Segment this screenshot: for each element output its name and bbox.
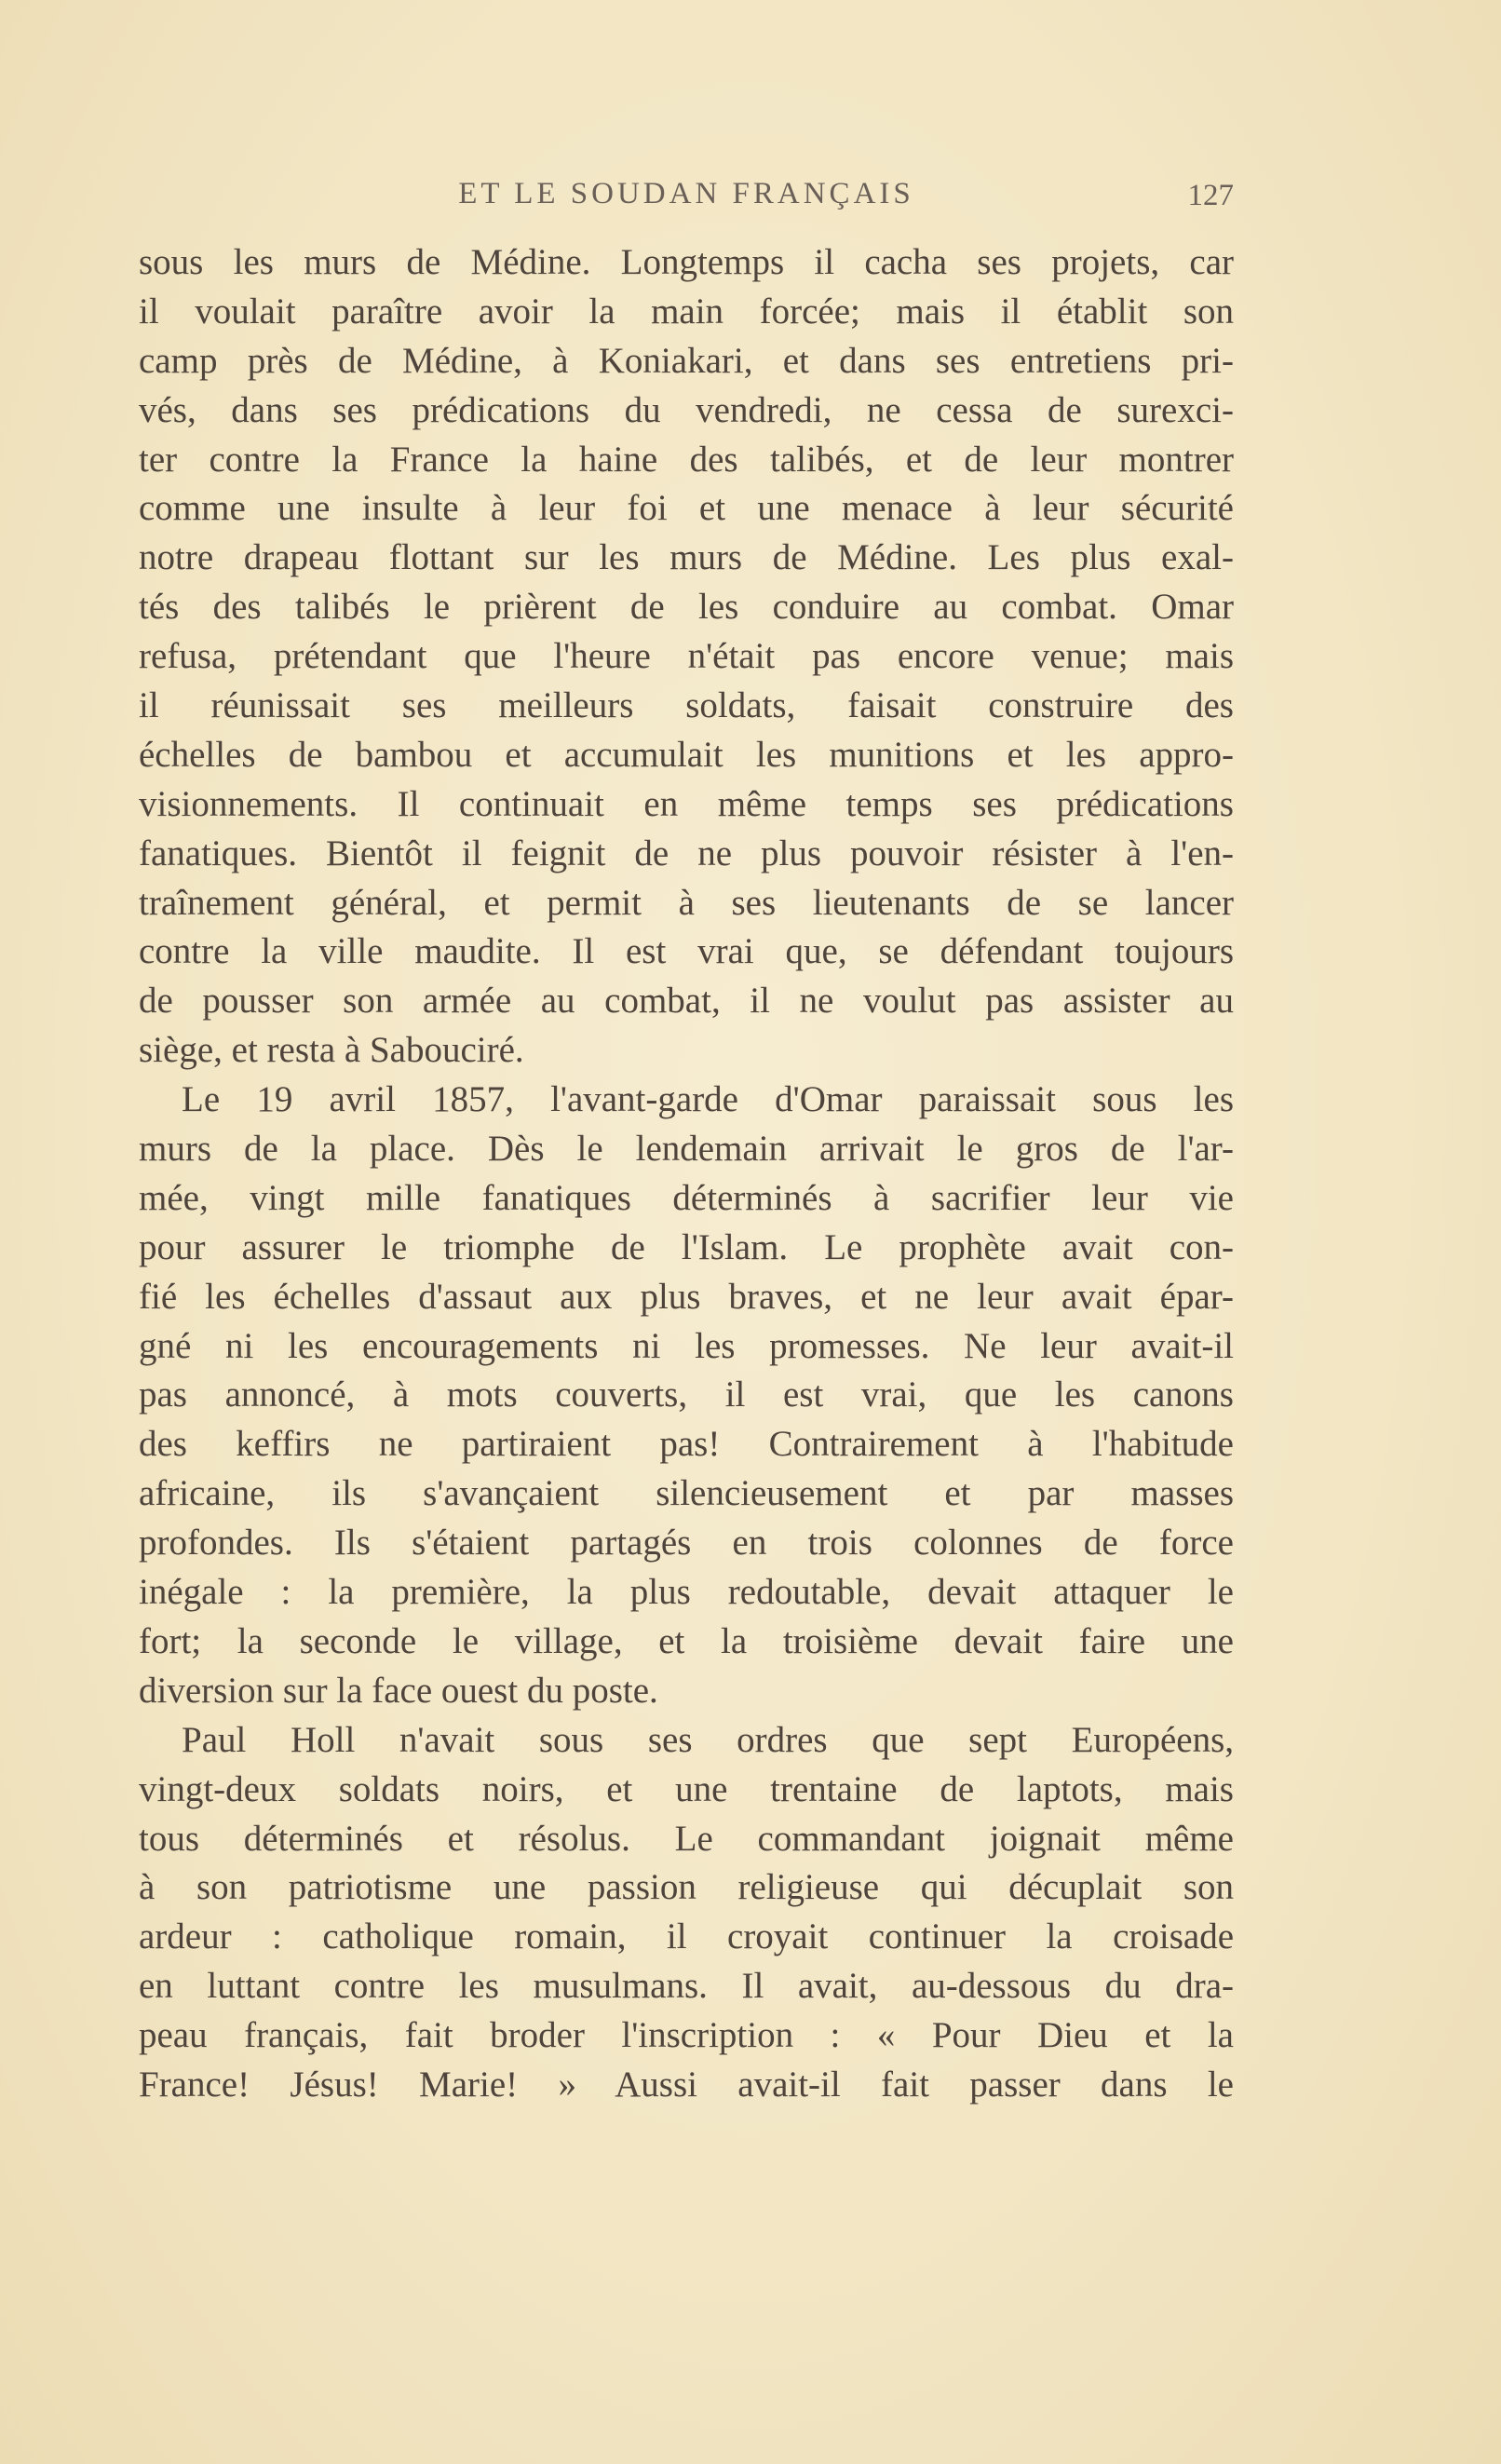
text-line: Paul Holl n'avait sous ses ordres que sept Européens, [182, 1719, 1234, 1760]
text-line: de pousser son armée au combat, il ne voulut pas assister au [139, 981, 1234, 1022]
text-line: visionnements. Il continuait en même temps ses prédications [139, 783, 1234, 824]
text-line: diversion sur la face ouest du poste. [139, 1670, 658, 1711]
text-line: Le 19 avril 1857, l'avant-garde d'Omar paraissait sous les [182, 1079, 1234, 1120]
text-line: pas annoncé, à mots couverts, il est vrai, que les canons [139, 1374, 1234, 1415]
text-line: il voulait paraître avoir la main forcée; mais il établit son [139, 291, 1234, 332]
text-line: siège, et resta à Sabouciré. [139, 1030, 524, 1071]
text-line: sous les murs de Médine. Longtemps il cacha ses projets, car [139, 242, 1234, 282]
text-line: à son patriotisme une passion religieuse qui décuplait son [139, 1867, 1234, 1908]
text-line: peau français, fait broder l'inscription : « Pour Dieu et la [139, 2015, 1234, 2056]
text-line: échelles de bambou et accumulait les munitions et les appro- [139, 734, 1234, 775]
text-line: des keffirs ne partiraient pas! Contrairement à l'habitude [139, 1424, 1234, 1465]
text-line: gné ni les encouragements ni les promesses. Ne leur avait-il [139, 1325, 1234, 1366]
text-line: comme une insulte à leur foi et une menace à leur sécurité [139, 488, 1234, 529]
text-line: tés des talibés le prièrent de les conduire au combat. Omar [139, 587, 1234, 628]
text-line: notre drapeau flottant sur les murs de Médine. Les plus exal- [139, 537, 1234, 578]
text-line: il réunissait ses meilleurs soldats, faisait construire des [139, 685, 1234, 726]
text-line: en luttant contre les musulmans. Il avait, au-dessous du dra- [139, 1966, 1234, 2007]
text-line: vingt-deux soldats noirs, et une trentaine de laptots, mais [139, 1768, 1234, 1809]
text-line: africaine, ils s'avançaient silencieusement et par masses [139, 1473, 1234, 1514]
text-line: profondes. Ils s'étaient partagés en trois colonnes de force [139, 1523, 1234, 1564]
text-line: murs de la place. Dès le lendemain arrivait le gros de l'ar- [139, 1129, 1234, 1170]
body-text [139, 238, 1234, 2110]
text-line: vés, dans ses prédications du vendredi, ne cessa de surexci- [139, 389, 1234, 430]
text-line: fié les échelles d'assaut aux plus braves, et ne leur avait épar- [139, 1276, 1234, 1317]
page-header [139, 173, 1234, 220]
text-line: France! Jésus! Marie! » Aussi avait-il fait passer dans le [139, 2064, 1234, 2105]
text-line: camp près de Médine, à Koniakari, et dans ses entretiens pri- [139, 340, 1234, 381]
text-line: inégale : la première, la plus redoutable, devait attaquer le [139, 1572, 1234, 1613]
text-line: traînement général, et permit à ses lieutenants de se lancer [139, 882, 1234, 923]
text-line: mée, vingt mille fanatiques déterminés à sacrifier leur vie [139, 1177, 1234, 1218]
text-line: tous déterminés et résolus. Le commandant joignait même [139, 1818, 1234, 1859]
text-line: contre la ville maudite. Il est vrai que, se défendant toujours [139, 931, 1234, 972]
page-number: 127 [1187, 179, 1234, 212]
text-line: fort; la seconde le village, et la troisième devait faire une [139, 1620, 1234, 1661]
text-line: fanatiques. Bientôt il feignit de ne plus pouvoir résister à l'en- [139, 833, 1234, 873]
text-line: ardeur : catholique romain, il croyait continuer la croisade [139, 1916, 1234, 1957]
text-line: pour assurer le triomphe de l'Islam. Le prophète avait con- [139, 1226, 1234, 1267]
text-line: refusa, prétendant que l'heure n'était pas encore venue; mais [139, 636, 1234, 677]
text-line: ter contre la France la haine des talibés, et de leur montrer [139, 439, 1234, 480]
running-title: ET LE SOUDAN FRANÇAIS [458, 177, 914, 210]
